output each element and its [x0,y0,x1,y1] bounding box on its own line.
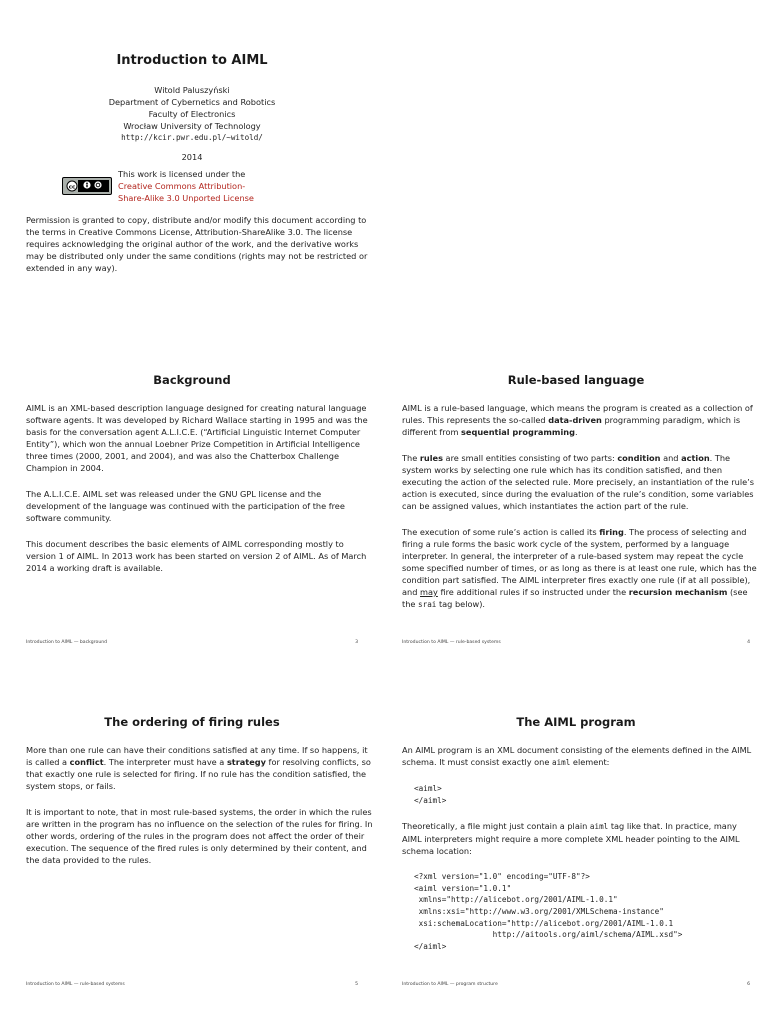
paragraph [402,402,758,438]
author-url[interactable]: http://kcir.pwr.edu.pl/~witold/ [121,133,263,142]
footer-section: Introduction to AIML — rule-based systems [402,640,501,645]
text: An AIML program is an XML document consisting of the elements defined in the AIML schema. It must consist exactly one [402,745,752,767]
paragraph: The A.L.I.C.E. AIML set was released under the GNU GPL license and the development of the language was continued with the participation of the free software community. [26,489,345,523]
cc-badge-graphic [65,180,109,192]
license-link-line-1[interactable]: Creative Commons Attribution- [118,181,246,191]
ordering-slide [0,682,384,1022]
university: Wrocław University of Technology [123,121,261,131]
license-block [62,168,322,204]
text: tag below). [436,599,485,609]
emphasis: action [681,453,710,463]
code-block: <aiml> </aiml> [414,784,447,805]
slide-body [26,744,374,880]
rule-based-slide [384,340,768,680]
page-number: 4 [747,640,750,645]
text: programming paradigm, which is different from [402,415,741,437]
emphasis: data-driven [548,415,602,425]
text: . The process of selecting and firing a rule forms the basic work cycle of the system, performed by a language interpreter. In general, the interpreter of a rule-based system may repeat the cycle some specified number of times, or as long as there is at least one rule, which has the condition part satisfied. The AIML interpreter fires exactly one rule (if at all possible), and [402,527,757,597]
slide-title: The AIML program [516,715,636,729]
slide-body [402,402,758,625]
slide-footer [26,640,358,645]
background-slide [0,340,384,680]
emphasis: recursion mechanism [628,587,728,597]
text: The [402,453,420,463]
code-inline: srai [418,600,437,609]
slide-body [26,402,374,588]
underlined-text: may [420,587,438,597]
text: . The system works by selecting one rule which has its condition satisfied, and then executing the action of the selected rule. More precisely, an instantiation of the rule’s action is executed, since during the evaluation of the rule’s condition, some variables can be assigned values, which instantiates the action part of the rule. [402,453,755,511]
license-line: This work is licensed under the [118,169,246,179]
slide-footer [26,982,358,987]
text: element: [570,757,610,767]
emphasis: sequential programming [461,427,575,437]
slide-footer [402,640,750,645]
text: . [574,427,578,437]
faculty: Faculty of Electronics [148,109,236,119]
author-block [0,84,384,144]
license-link-line-2[interactable]: Share-Alike 3.0 Unported License [118,193,254,203]
paragraph: This document describes the basic elements of AIML corresponding mostly to version 1 of AIML. In 2013 work has been started on version 2 of AIML. As of March 2014 a working draft is available. [26,539,367,573]
slide-footer [402,982,750,987]
document-title: Introduction to AIML [116,53,268,68]
paragraph [26,744,374,792]
slide-body [402,744,758,966]
publication-year: 2014 [181,152,203,162]
code-inline: aiml [552,758,571,767]
footer-section: Introduction to AIML — program structure [402,982,498,987]
text: More than one rule can have their conditions satisfied at any time. If so happens, it is called a [26,745,368,767]
page-number: 6 [747,982,750,987]
text: and [660,453,682,463]
paragraph [402,820,758,857]
code-block: <?xml version="1.0" encoding="UTF-8"?> <aiml version="1.0.1" xmlns="http://alicebot.org/2001/AIML-1.0.1" xmlns:xsi="http://www.w3.org/2001/XMLSchema-instance" xsi:schemaLocation="http://alicebot.org/2001/AIML-1.0.1 http://aitools.org/aiml/schema/AIML.xsd"> </aiml> [414,872,683,951]
text: The execution of some rule’s action is called its [402,527,600,537]
footer-section: Introduction to AIML — background [26,640,108,645]
text: are small entities consisting of two parts: [442,453,618,463]
footer-section: Introduction to AIML — rule-based systems [26,982,125,987]
aiml-program-slide [384,682,768,1022]
slide-title: Background [153,373,231,387]
text: for resolving conflicts, so that exactly one rule is selected for firing. If no rule has the condition satisfied, the system stops, or fails. [26,757,371,791]
paragraph [402,526,758,611]
text: Theoretically, a file might just contain a plain [402,821,590,832]
emphasis: firing [599,527,624,537]
emphasis: conflict [69,757,104,767]
author-name: Witold Paluszyński [154,85,230,95]
text: tag like that. In practice, many AIML interpreters might require a more complete XML header pointing to the AIML schema location: [402,821,740,857]
paragraph [402,744,758,769]
text: fire additional rules if so instructed under the [437,587,629,597]
code-inline: aiml [589,822,609,832]
emphasis: strategy [226,757,266,767]
license-text [118,168,254,204]
text: (see the [402,587,748,609]
title-slide [0,0,384,340]
slide-title: Rule-based language [507,373,645,387]
text: . The interpreter must have a [103,757,227,767]
text: AIML is a rule-based language, which means the program is created as a collection of rules. This represents the so-called [402,403,753,425]
paragraph [402,452,758,512]
department: Department of Cybernetics and Robotics [108,97,276,107]
svg-text:cc: cc [68,184,76,191]
page-number: 3 [355,640,358,645]
permission-notice: Permission is granted to copy, distribute and/or modify this document according to the terms in Creative Commons License, Attribution-ShareAlike 3.0. The license requires acknowledging the original author of the work, and the derivative works may be distributed only under the same conditions (rights may not be restricted or extended in any way). [26,215,368,273]
slide-title: The ordering of firing rules [104,715,280,729]
paragraph: AIML is an XML-based description language designed for creating natural language software agents. It was developed by Richard Wallace starting in 1995 and was the basis for the conversation agent A.L.I.C.E. (“Artificial Linguistic Internet Computer Entity”), which won the annual Loebner Prize Competition in Artificial Intelligence three times (2000, 2001, and 2004), and was also the Chatterbox Challenge Champion in 2004. [26,403,368,473]
creative-commons-by-sa-icon[interactable] [62,177,112,195]
page-number: 5 [355,982,358,987]
emphasis: rules [419,453,443,463]
emphasis: condition [617,453,661,463]
paragraph: It is important to note, that in most rule-based systems, the order in which the rules are written in the program has no influence on the selection of the rules for firing. In other words, ordering of the rules in the program does not affect the order of their execution. The sequence of the fired rules is only determined by their content, and the data provided to the rules. [26,807,373,865]
